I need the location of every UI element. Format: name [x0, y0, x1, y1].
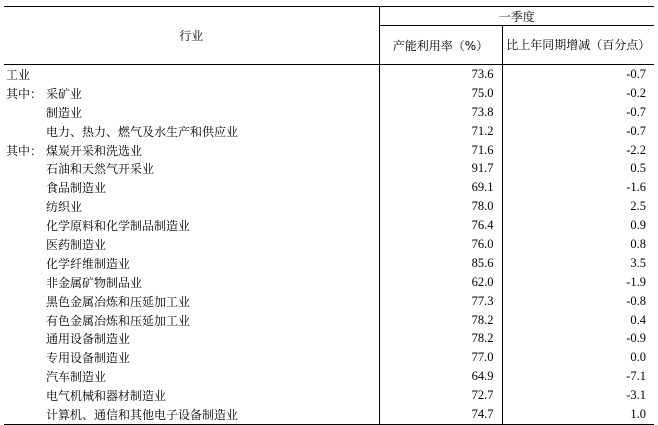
change-cell: 0.0 [630, 350, 647, 365]
industry-label: 石油和天然气开采业 [46, 162, 155, 177]
change-cell: 0.9 [630, 218, 647, 233]
industry-cell [4, 197, 379, 216]
change-column-header: 比上年同期增减（百分点） [502, 26, 654, 65]
change-cell: -3.1 [626, 388, 647, 403]
industry-prefix: 其中： [6, 86, 43, 101]
table-row [4, 254, 654, 273]
industry-cell [4, 235, 379, 254]
industry-label: 医药制造业 [46, 237, 107, 252]
table-row [4, 386, 654, 405]
change-cell: -0.8 [626, 293, 647, 308]
change-cell: -0.2 [626, 85, 647, 100]
change-cell: -1.9 [626, 274, 647, 289]
change-cell: 0.5 [630, 161, 647, 176]
industry-label: 制造业 [46, 105, 83, 120]
table-row [4, 235, 654, 254]
rate-cell: 75.0 [379, 84, 502, 103]
table-row [4, 348, 654, 367]
table-row [4, 178, 654, 197]
rate-cell: 91.7 [379, 159, 502, 178]
rate-cell: 73.6 [379, 65, 502, 84]
change-cell: 3.5 [630, 255, 647, 270]
industry-label: 化学原料和化学制品制造业 [46, 219, 191, 234]
rate-cell: 74.7 [379, 405, 502, 424]
capacity-utilization-table-container [4, 6, 654, 425]
industry-cell [4, 367, 379, 386]
rate-cell: 69.1 [379, 178, 502, 197]
quarter-column-header: 一季度 [379, 7, 654, 26]
industry-cell [4, 292, 379, 311]
industry-prefix: 工业 [6, 67, 31, 82]
rate-cell: 77.0 [379, 348, 502, 367]
change-cell: 1.0 [502, 405, 654, 424]
industry-cell [4, 386, 379, 405]
industry-label: 电力、热力、燃气及水生产和供应业 [46, 124, 239, 139]
industry-label: 煤炭开采和洗选业 [46, 143, 143, 158]
change-cell: -0.7 [626, 123, 647, 138]
industry-label: 专用设备制造业 [46, 351, 131, 366]
rate-cell: 76.4 [379, 216, 502, 235]
table-row [4, 405, 654, 424]
table-body [4, 65, 654, 425]
rate-cell: 71.2 [379, 122, 502, 141]
industry-label: 非金属矿物制品业 [46, 275, 143, 290]
table-row [4, 141, 654, 160]
rate-cell: 85.6 [379, 254, 502, 273]
table-row [4, 311, 654, 330]
industry-column-header: 行业 [4, 7, 379, 65]
industry-cell [4, 65, 379, 84]
industry-cell [4, 141, 379, 160]
rate-cell: 73.8 [379, 103, 502, 122]
industry-label: 汽车制造业 [46, 370, 107, 385]
table-row [4, 273, 654, 292]
industry-cell [4, 311, 379, 330]
table-row [4, 65, 654, 84]
change-cell: -2.2 [626, 142, 647, 157]
rate-cell: 72.7 [379, 386, 502, 405]
rate-column-header: 产能利用率（%） [379, 26, 502, 65]
change-cell: -1.6 [626, 180, 647, 195]
industry-cell [4, 159, 379, 178]
change-cell: 2.5 [630, 199, 647, 214]
table-row [4, 292, 654, 311]
capacity-utilization-table [4, 6, 654, 425]
industry-label: 有色金属冶炼和压延加工业 [46, 313, 191, 328]
rate-cell: 71.6 [379, 141, 502, 160]
rate-cell: 78.0 [379, 197, 502, 216]
table-row [4, 122, 654, 141]
industry-label: 计算机、通信和其他电子设备制造业 [46, 407, 239, 422]
industry-label: 化学纤维制造业 [46, 256, 131, 271]
industry-cell [4, 122, 379, 141]
industry-label: 纺织业 [46, 200, 83, 215]
table-row [4, 159, 654, 178]
change-cell: -0.7 [626, 104, 647, 119]
change-cell: 0.4 [630, 312, 647, 327]
rate-cell: 62.0 [379, 273, 502, 292]
industry-cell [4, 178, 379, 197]
industry-label: 食品制造业 [46, 181, 107, 196]
rate-cell: 76.0 [379, 235, 502, 254]
table-row [4, 367, 654, 386]
rate-cell: 78.2 [379, 329, 502, 348]
industry-cell [4, 216, 379, 235]
table-row [4, 216, 654, 235]
change-cell: -0.7 [626, 66, 647, 81]
industry-cell [4, 103, 379, 122]
industry-cell [4, 329, 379, 348]
industry-label: 黑色金属冶炼和压延加工业 [46, 294, 191, 309]
industry-cell [4, 84, 379, 103]
industry-cell [4, 405, 379, 424]
industry-label: 采矿业 [46, 86, 83, 101]
industry-cell [4, 348, 379, 367]
industry-label: 通用设备制造业 [46, 332, 131, 347]
change-cell: -7.1 [626, 369, 647, 384]
industry-cell [4, 273, 379, 292]
table-row [4, 329, 654, 348]
rate-cell: 78.2 [379, 311, 502, 330]
table-row [4, 84, 654, 103]
table-row [4, 197, 654, 216]
table-row [4, 103, 654, 122]
industry-prefix: 其中： [6, 143, 43, 158]
industry-label: 电气机械和器材制造业 [46, 389, 167, 404]
industry-cell [4, 254, 379, 273]
change-cell: 0.8 [630, 236, 647, 251]
rate-cell: 64.9 [379, 367, 502, 386]
change-cell: -0.9 [626, 331, 647, 346]
rate-cell: 77.3 [379, 292, 502, 311]
